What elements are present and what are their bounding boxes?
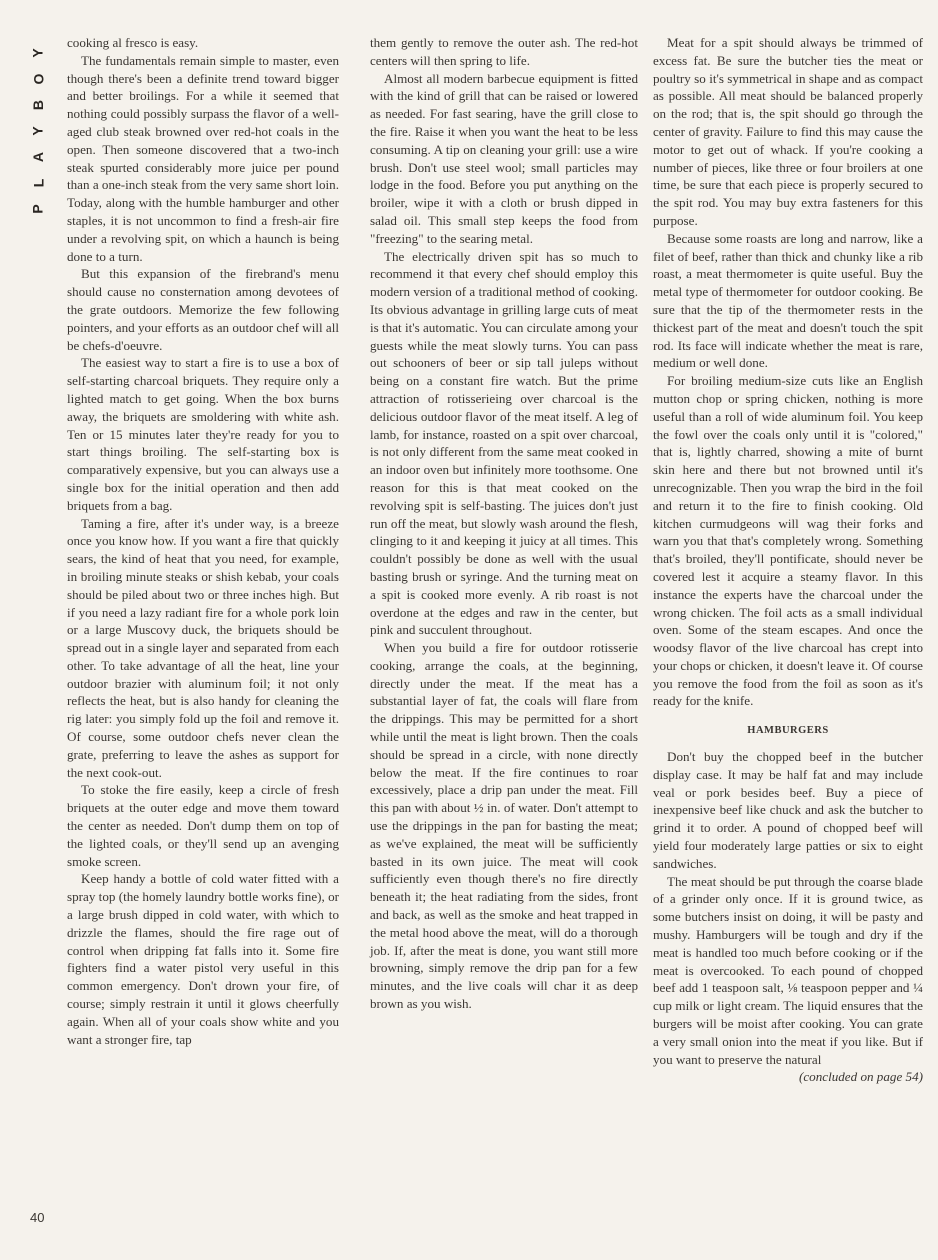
logo-letter: Y [30, 48, 46, 58]
logo-letter: B [30, 99, 46, 111]
paragraph: Almost all modern barbecue equipment is fitted with the kind of grill that can be raised or lowered as needed. For fast searing, have the grill close to the fire. Raise it when you want the heat to be less consuming. A tip on cleaning your grill: use a wire brush. Don't use steel wool; small particles may lodge in the food. Before you put anything on the broiler, wipe it with a cloth or brush dipped in salad oil. This small step keeps the food from "freezing" to the searing metal. [370, 70, 638, 246]
paragraph: But this expansion of the firebrand's menu should cause no consternation among devotees of the grate outdoors. Memorize the few following pointers, and your efforts as an outdoor chef will all be chefs-d'oeuvre. [67, 266, 339, 353]
paragraph: The fundamentals remain simple to master, even though there's been a definite trend toward bigger and better broilings. For a while it seemed that nothing could possibly surpass the flavor of a well-aged club steak browned over red-hot coals in the open. Then someone discovered that a two-inch steak spurted considerably more juice per pound than a one-inch steak from the very same short loin. Today, along with the humble hamburger and other staples, it is not uncommon to find a fresh-air fire under a revolving spit, on which a haunch is being done to a turn. [67, 52, 339, 264]
paragraph: The easiest way to start a fire is to use a box of self-starting charcoal briquets. They require only a lighted match to get going. When the box burns away, the briquets are smoldering with white ash. Ten or 15 minutes later they're ready for you to start things broiling. The self-starting box is comparatively expensive, but you can always use a single box for the initial operation and then add briquets from a bag. [67, 355, 339, 513]
logo-letter: L [30, 178, 46, 188]
paragraph: Because some roasts are long and narrow, like a filet of beef, rather than thick and chunky like a rib roast, a meat thermometer is quite useful. Buy the metal type of thermometer for outdoor cooking. Be sure that the tip of the thermometer rests in the thickest part of the meat and doesn't touch the spit rod. Its face will indicate whether the meat is rare, medium or well done. [653, 230, 923, 371]
paragraph: The electrically driven spit has so much to recommend it that every chef should employ this modern version of a traditional method of cooking. Its obvious advantage in grilling large cuts of meat is that it's automatic. You can circulate among your guests while the meat slowly turns. You can pass out schooners of beer or sip tall juleps without being on a constant fire watch. But the prime attraction of rotisserieing over charcoal is the delicious outdoor flavor of the meat itself. A leg of lamb, for instance, roasted on a spit over charcoal, is not only different from the same meat cooked in an indoor oven but infinitely more toothsome. One reason for this is that meat cooked on the revolving spit is self-basting. The juices don't just run off the meat, but slowly wash around the flesh, clinging to it and keeping it juicy at all times. This couldn't possibly be done as well with the usual basting brush or syringe. And the turning meat on a spit is cooked more evenly. A rib roast is not overdone at the edges and raw in the center, but pink and succulent throughout. [370, 248, 638, 638]
paragraph: them gently to remove the outer ash. The red-hot centers will then spring to life. [370, 35, 638, 68]
section-heading-hamburgers: HAMBURGERS [747, 725, 829, 737]
logo-letter: A [30, 151, 46, 163]
paragraph: For broiling medium-size cuts like an English mutton chop or spring chicken, nothing is more useful than a roll of wide aluminum foil. You keep the fowl over the coals only until it is "colored," that is, lightly charred, showing a mite of burnt skin here and there but not browned until it's unrecognizable. Then you wrap the bird in the foil and return it to the fire to finish cooking. Old kitchen curmudgeons will wag their forks and warn you that that's completely wrong. Something that's broiled, they'll pontificate, should never be covered lest it acquire a steamy flavor. In this instance the experts have the charcoal under the wrong chicken. The foil acts as a small individual oven. Some of the steam escapes. And once the woodsy flavor of the live charcoal has crept into your chops or chicken, it doesn't leave it. Of course you remove the food from the foil as soon as it's ready for the knife. [653, 373, 923, 709]
logo-letter: O [29, 73, 46, 85]
paragraph: Taming a fire, after it's under way, is a breeze once you know how. If you want a fire that quickly sears, the kind of heat that you need, for example, in broiling minute steaks or shish kebab, your coals should be piled about two or three inches high. But if you need a lazy radiant fire for a whole pork loin or a large Muscovy duck, the briquets should be spread out in a single layer and separated from each other. To take advantage of all the heat, line your outdoor brazier with aluminum foil; it not only reflects the heat, but is also handy for cleaning the rig later: you simply fold up the foil and remove it. Of course, some outdoor chefs never clean the grate, preferring to leave the ashes as support for the next cook-out. [67, 515, 339, 780]
magazine-sidebar-logo [28, 40, 48, 222]
logo-letter: Y [30, 126, 46, 136]
paragraph: To stoke the fire easily, keep a circle of fresh briquets at the outer edge and move them toward the center as needed. Don't dump them on top of the lighted coals, or they'll send up an avenging smoke screen. [67, 782, 339, 869]
page-number: 40 [30, 1210, 45, 1225]
paragraph: cooking al fresco is easy. [67, 35, 199, 50]
article-column-1 [67, 34, 339, 1048]
paragraph: When you build a fire for outdoor rotisserie cooking, arrange the coals, at the beginning, directly under the meat. If the meat has a substantial layer of fat, the coals will flare from the drippings. This may be permitted for a short while until the meat is light brown. Then the coals should be spread in a circle, with none directly below the meat. If the fire continues to roar excessively, place a drip pan under the meat. Fill this pan with about ½ in. of water. Don't attempt to use the drippings in the pan for basting the meat; as we've explained, the meat will be sufficiently basted in its own juice. The meat will cook sufficiently even though there's no fire directly beneath it; the heat radiating from the sides, front and back, as well as the smoke and heat trapped in the metal hood above the meat, will do a thorough job. If, after the meat is done, you want still more browning, simply remove the drip pan for a few minutes, and the live coals will char it as deep brown as you wish. [370, 640, 638, 1012]
paragraph: The meat should be put through the coarse blade of a grinder only once. If it is ground twice, as some butchers insist on doing, it will be pasty and mushy. Hamburgers will be tough and dry if the meat is handled too much before cooking or if the meat is overcooked. To each pound of chopped beef add 1 teaspoon salt, ⅛ teaspoon pepper and ¼ cup milk or light cream. The liquid ensures that the burgers will be moist after cooking. You can grate a very small onion into the meat if you like. But if you want to preserve the natural [653, 873, 923, 1067]
paragraph: Meat for a spit should always be trimmed of excess fat. Be sure the butcher ties the meat or poultry so it's symmetrical in shape and as compact as possible. All meat should be balanced properly on the rod; that is, the spit should go through the center of gravity. Failure to find this may cause the motor to get out of whack. If you're cooking a number of pieces, like three or four broilers at one time, be sure that each piece is properly secured to the spit rod. You may buy extra fasteners for this purpose. [653, 35, 923, 228]
article-column-2 [370, 34, 638, 1013]
paragraph: Keep handy a bottle of cold water fitted with a spray top (the homely laundry bottle works fine), or a large brush dipped in cold water, with which to drizzle the flames, should the fire rage out of control when dripping fat falls into it. Some fire fighters find a water pistol very useful in this common emergency. Don't drown your fire, of course; simply restrain it until it glows cheerfully again. When all of your coals show white and you want a stronger fire, tap [67, 871, 339, 1047]
continued-note: (concluded on page 54) [799, 1069, 923, 1085]
paragraph: Don't buy the chopped beef in the butcher display case. It may be half fat and may include veal or pork besides beef. Buy a piece of inexpensive beef like chuck and ask the butcher to grind it to order. A pound of chopped beef will yield four moderately large patties or six to eight sandwiches. [653, 749, 923, 871]
article-column-3 [653, 34, 923, 1086]
logo-letter: P [30, 204, 46, 214]
